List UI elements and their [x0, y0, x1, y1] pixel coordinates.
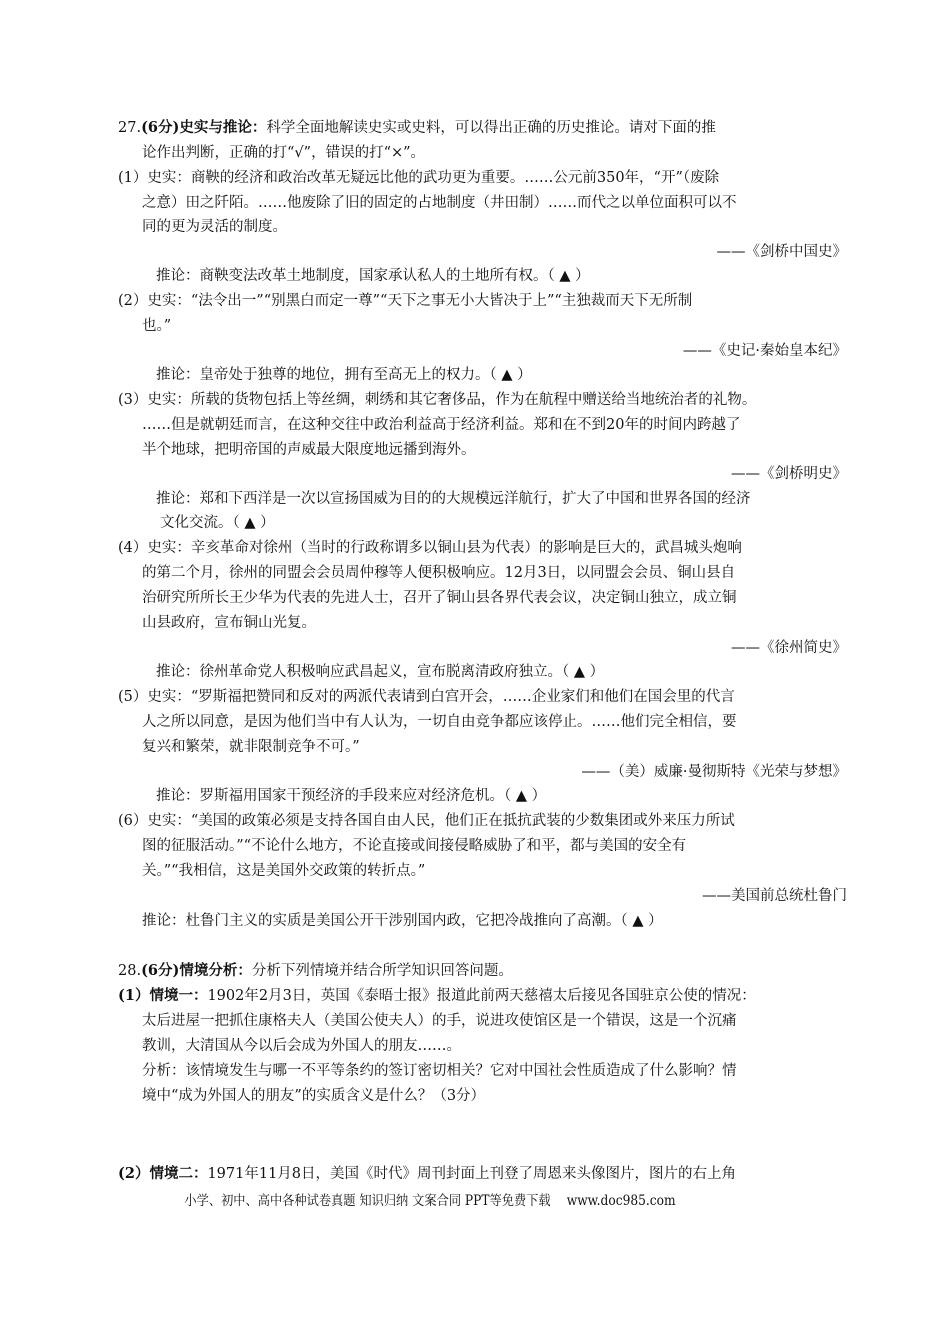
q27-item4-fact-line1: (4）史实：辛亥革命对徐州（当时的行政称谓多以铜山县为代表）的影响是巨大的，武昌城头炮响	[118, 540, 742, 556]
q28-scenario2-label: (2）情境二：	[118, 1165, 208, 1182]
q27-item3-source: ——《剑桥明史》	[731, 466, 847, 482]
q27-item6-fact-line1: (6）史实：“美国的政策必须是支持各国自由人民，他们正在抵抗武装的少数集团或外来压力所试	[118, 813, 735, 829]
q27-item1-fact-line3: 同的更为灵活的制度。	[142, 219, 287, 235]
q27-item5-inference: 推论：罗斯福用国家干预经济的手段来应对经济危机。（ ▲ ）	[156, 788, 547, 804]
q27-item5-fact-line1: (5）史实：“罗斯福把赞同和反对的两派代表请到白宫开会，……企业家们和他们在国会里的代言	[118, 689, 735, 705]
q28-scenario1-label: (1）情境一：	[118, 987, 208, 1004]
q27-item4-source: ——《徐州简史》	[731, 640, 847, 656]
q27-item5-source: ——（美）威廉·曼彻斯特《光荣与梦想》	[581, 764, 847, 780]
q27-item3-fact-line1: (3）史实：所载的货物包括上等丝绸，刺绣和其它奢侈品，作为在航程中赠送给当地统治者的礼物。	[118, 392, 757, 408]
q28-heading	[118, 964, 513, 979]
q27-item5-fact-line3: 复兴和繁荣，就非限制竞争不可。”	[142, 739, 360, 755]
q27-item4-inference: 推论：徐州革命党人积极响应武昌起义，宣布脱离清政府独立。（ ▲ ）	[156, 664, 605, 680]
q27-item3-inference-line1: 推论：郑和下西洋是一次以宣扬国威为目的的大规模远洋航行，扩大了中国和世界各国的经济	[156, 491, 751, 507]
q27-item6-source: ——美国前总统杜鲁门	[702, 888, 847, 904]
q27-item1-fact-line2: 之意）田之阡陌。……他废除了旧的固定的占地制度（井田制）……而代之以单位面积可以不	[142, 195, 737, 211]
q28-scenario2-line1: (2）情境二：1971年11月8日，美国《时代》周刊封面上刊登了周恩来头像图片，图片的右上角	[118, 1165, 737, 1182]
q27-heading	[118, 121, 716, 136]
q28-intro: 分析下列情境并结合所学知识回答问题。	[251, 963, 513, 979]
q27-item6-inference: 推论：杜鲁门主义的实质是美国公开干涉别国内政，它把冷战推向了高潮。（ ▲ ）	[142, 913, 663, 929]
q28-title: (6分)情境分析：	[141, 962, 252, 979]
q27-intro: 科学全面地解读史实或史料，可以得出正确的历史推论。请对下面的推	[266, 120, 716, 136]
q27-item1-inference: 推论：商鞅变法改革土地制度，国家承认私人的土地所有权。（ ▲ ）	[156, 268, 590, 284]
q27-number: 27.	[118, 120, 142, 136]
q27-item3-inference-line2: 文化交流。（ ▲ ）	[160, 515, 275, 531]
page-footer: 小学、初中、高中各种试卷真题 知识归纳 文案合同 PPT等免费下载 www.doc985.com	[184, 1193, 676, 1209]
q28-scenario1-line2: 太后进屋一把抓住康格夫人（美国公使夫人）的手，说进攻使馆区是一个错误，这是一个沉痛	[142, 1013, 737, 1029]
q27-item5-fact-line2: 人之所以同意，是因为他们当中有人认为，一切自由竞争都应该停止。……他们完全相信，要	[142, 714, 737, 730]
q28-analysis-line2: 境中“成为外国人的朋友”的实质含义是什么？（3分）	[142, 1088, 486, 1104]
q27-item6-fact-line2: 图的征服活动。”“不论什么地方，不论直接或间接侵略威胁了和平，都与美国的安全有	[142, 838, 687, 854]
q28-scenario1-line3: 教训，大清国从今以后会成为外国人的朋友……。	[142, 1038, 461, 1054]
q27-item4-fact-line2: 的第二个月，徐州的同盟会会员周仲穆等人便积极响应。12月3日，以同盟会会员、铜山县自	[142, 565, 736, 581]
q27-item4-fact-line4: 山县政府，宣布铜山光复。	[142, 615, 316, 631]
q27-item6-fact-line3: 关。”“我相信，这是美国外交政策的转折点。”	[142, 863, 426, 879]
q27-item1-fact-line1: (1）史实：商鞅的经济和政治改革无疑远比他的武功更为重要。……公元前350年，“开”（废除	[118, 170, 720, 186]
q27-item2-fact-line1: (2）史实：“法令出一”“别黑白而定一尊”“天下之事无小大皆决于上”“主独裁而天下无所制	[118, 293, 693, 309]
q28-analysis-line1: 分析：该情境发生与哪一不平等条约的签订密切相关？它对中国社会性质造成了什么影响？情	[142, 1063, 737, 1079]
q27-title: (6分)史实与推论：	[141, 119, 267, 136]
q28-number: 28.	[118, 963, 142, 979]
q27-intro-line2: 论作出判断，正确的打“√”，错误的打“×”。	[142, 145, 426, 161]
q27-item2-inference: 推论：皇帝处于独尊的地位，拥有至高无上的权力。（ ▲ ）	[156, 367, 532, 383]
q27-item3-fact-line2: ……但是就朝廷而言，在这种交往中政治利益高于经济利益。郑和在不到20年的时间内跨越了	[142, 417, 741, 433]
q27-item2-source: ——《史记·秦始皇本纪》	[682, 343, 847, 359]
q27-item3-fact-line3: 半个地球，把明帝国的声威最大限度地远播到海外。	[142, 442, 476, 458]
q27-item1-source: ——《剑桥中国史》	[716, 244, 847, 260]
q27-item2-fact-line2: 也。”	[142, 318, 172, 334]
q27-item4-fact-line3: 治研究所所长王少华为代表的先进人士，召开了铜山县各界代表会议，决定铜山独立，成立铜	[142, 590, 737, 606]
q28-scenario1-line1: (1）情境一：1902年2月3日，英国《泰晤士报》报道此前两天慈禧太后接见各国驻京公使的情况：	[118, 987, 756, 1004]
